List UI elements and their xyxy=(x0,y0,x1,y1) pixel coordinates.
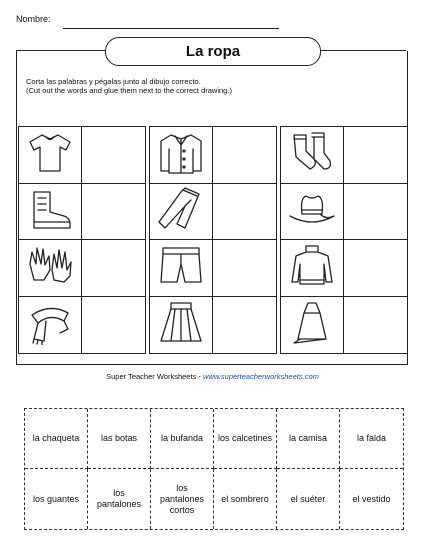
instructions-spanish: Corta las palabras y pégalas junto al dibujo correcto. xyxy=(26,77,201,86)
shorts-icon xyxy=(155,242,207,293)
hat-icon xyxy=(286,186,338,237)
credit-url[interactable]: www.superteacherworksheets.com xyxy=(202,372,319,381)
picture-grid-1 xyxy=(18,126,146,354)
word-cards xyxy=(24,408,404,530)
answer-box[interactable] xyxy=(344,240,407,297)
word-card[interactable]: los pantalones xyxy=(88,469,151,529)
picture-cell xyxy=(19,297,82,354)
answer-box[interactable] xyxy=(344,297,407,354)
word-card[interactable]: la falda xyxy=(340,409,403,469)
word-card[interactable]: la chaqueta xyxy=(25,409,88,469)
picture-cell xyxy=(281,240,344,297)
word-card[interactable]: los guantes xyxy=(25,469,88,529)
instructions-english: (Cut out the words and glue them next to the correct drawing.) xyxy=(26,86,232,95)
picture-cell xyxy=(150,240,213,297)
scarf-icon xyxy=(24,299,76,350)
picture-grid-2 xyxy=(149,126,277,354)
credit-text: Super Teacher Worksheets - xyxy=(106,372,203,381)
picture-cell xyxy=(150,127,213,184)
answer-box[interactable] xyxy=(213,184,276,241)
pants-icon xyxy=(155,186,207,237)
credit-line xyxy=(0,372,425,381)
dress-icon xyxy=(286,299,338,350)
word-card[interactable]: el sombrero xyxy=(214,469,277,529)
word-card[interactable]: el vestido xyxy=(352,493,391,504)
picture-cell xyxy=(150,297,213,354)
word-card[interactable]: la camisa xyxy=(277,409,340,469)
picture-cell xyxy=(281,184,344,241)
picture-cell xyxy=(150,184,213,241)
picture-cell xyxy=(281,297,344,354)
answer-box[interactable] xyxy=(213,127,276,184)
answer-box[interactable] xyxy=(82,127,145,184)
answer-box[interactable] xyxy=(82,240,145,297)
word-card[interactable]: los calcetines xyxy=(214,409,277,469)
word-card[interactable]: los pantalones cortos xyxy=(151,469,214,529)
answer-box[interactable] xyxy=(82,184,145,241)
socks-icon xyxy=(286,129,338,180)
word-card[interactable]: la bufanda xyxy=(151,409,214,469)
word-card[interactable]: las botas xyxy=(88,409,151,469)
picture-grid-3 xyxy=(280,126,408,354)
answer-box[interactable] xyxy=(213,297,276,354)
picture-cell xyxy=(19,240,82,297)
t-shirt-icon xyxy=(24,129,76,180)
gloves-icon xyxy=(24,242,76,293)
answer-box[interactable] xyxy=(344,127,407,184)
answer-box[interactable] xyxy=(344,184,407,241)
skirt-icon xyxy=(155,299,207,350)
boots-icon xyxy=(24,186,76,237)
picture-cell xyxy=(281,127,344,184)
sweater-icon xyxy=(286,242,338,293)
page-title: La ropa xyxy=(105,37,321,66)
answer-box[interactable] xyxy=(213,240,276,297)
jacket-icon xyxy=(155,129,207,180)
word-card[interactable]: el suéter xyxy=(277,469,340,529)
name-line[interactable] xyxy=(63,28,279,29)
picture-cell xyxy=(19,127,82,184)
picture-cell xyxy=(19,184,82,241)
answer-box[interactable] xyxy=(82,297,145,354)
name-label: Nombre: xyxy=(16,14,51,24)
